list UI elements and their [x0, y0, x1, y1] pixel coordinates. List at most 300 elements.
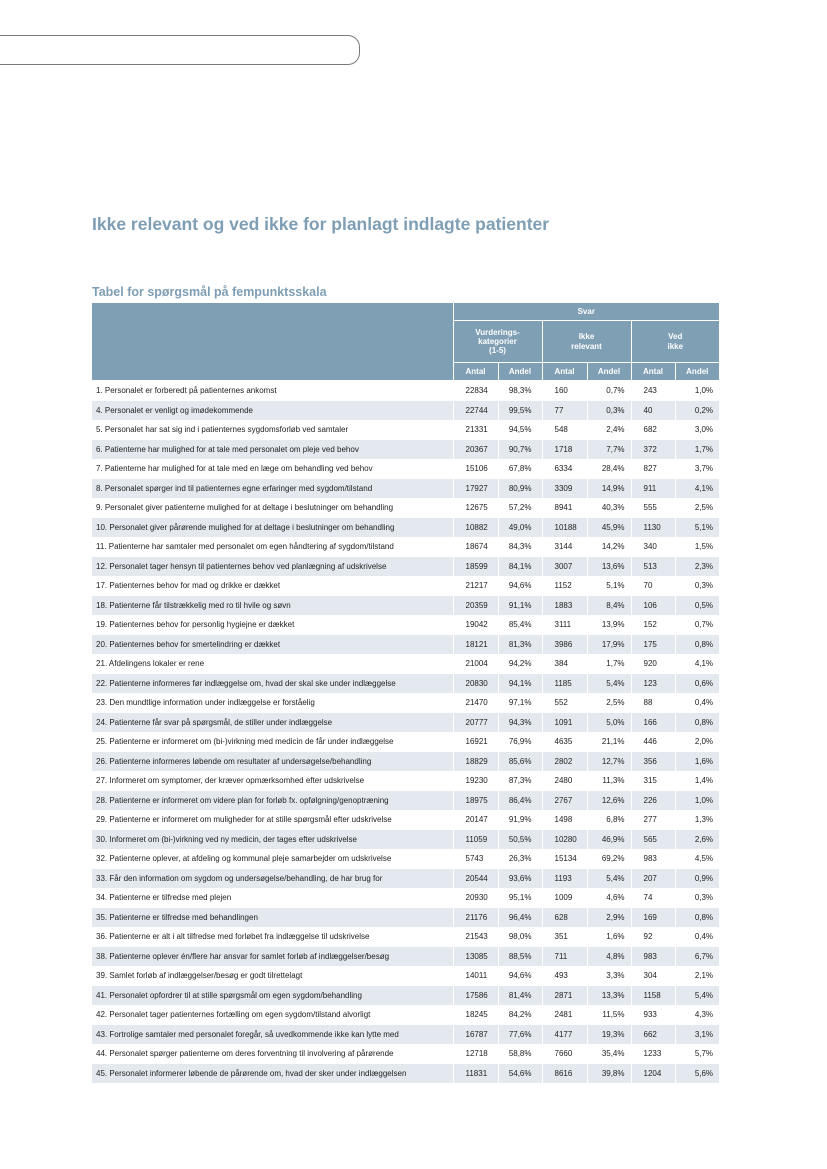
andel-vurdering-cell: 91,1%: [498, 596, 542, 616]
andel-ikke-relevant-cell: 3,3%: [587, 966, 631, 986]
andel-ved-ikke-cell: 1,4%: [675, 771, 719, 791]
andel-ved-ikke-cell: 3,7%: [675, 459, 719, 479]
antal-ikke-relevant-cell: 3111: [542, 615, 587, 635]
andel-ikke-relevant-cell: 4,6%: [587, 888, 631, 908]
table-row: [92, 479, 719, 499]
andel-ikke-relevant-cell: 12,6%: [587, 791, 631, 811]
andel-vurdering-cell: 94,2%: [498, 654, 542, 674]
antal-ikke-relevant-cell: 1718: [542, 440, 587, 460]
question-cell: 43. Fortrolige samtaler med personalet foregår, så uvedkommende ikke kan lytte med: [92, 1025, 453, 1045]
table-row: [92, 596, 719, 616]
page-title: Ikke relevant og ved ikke for planlagt indlagte patienter: [92, 214, 550, 234]
antal-vurdering-cell: 18121: [453, 635, 498, 655]
table-row: [92, 576, 719, 596]
antal-ikke-relevant-cell: 1185: [542, 674, 587, 694]
andel-vurdering-cell: 94,6%: [498, 576, 542, 596]
question-cell: 6. Patienterne har mulighed for at tale med personalet om pleje ved behov: [92, 440, 453, 460]
table-row: [92, 713, 719, 733]
andel-ikke-relevant-cell: 2,4%: [587, 420, 631, 440]
antal-vurdering-cell: 5743: [453, 849, 498, 869]
andel-ikke-relevant-cell: 11,3%: [587, 771, 631, 791]
question-cell: 21. Afdelingens lokaler er rene: [92, 654, 453, 674]
andel-ikke-relevant-cell: 19,3%: [587, 1025, 631, 1045]
antal-vurdering-cell: 20930: [453, 888, 498, 908]
antal-ved-ikke-cell: 304: [631, 966, 675, 986]
andel-ikke-relevant-cell: 46,9%: [587, 830, 631, 850]
antal-vurdering-cell: 21543: [453, 927, 498, 947]
andel-ved-ikke-cell: 1,0%: [675, 791, 719, 811]
antal-vurdering-cell: 21004: [453, 654, 498, 674]
question-cell: 38. Patienterne oplever én/flere har ansvar for samlet forløb af indlæggelser/besøg: [92, 947, 453, 967]
question-cell: 19. Patienternes behov for personlig hygiejne er dækket: [92, 615, 453, 635]
andel-ved-ikke-cell: 0,2%: [675, 401, 719, 421]
antal-vurdering-cell: 21331: [453, 420, 498, 440]
survey-table: [92, 303, 719, 1083]
table-row: [92, 927, 719, 947]
question-cell: 24. Patienterne får svar på spørgsmål, de stiller under indlæggelse: [92, 713, 453, 733]
antal-ikke-relevant-cell: 1009: [542, 888, 587, 908]
antal-ved-ikke-cell: 315: [631, 771, 675, 791]
andel-ved-ikke-cell: 0,8%: [675, 713, 719, 733]
table-row: [92, 888, 719, 908]
andel-ved-ikke-cell: 0,8%: [675, 908, 719, 928]
andel-ved-ikke-cell: 2,3%: [675, 557, 719, 577]
table-row: [92, 908, 719, 928]
question-cell: 26. Patienterne informeres løbende om resultater af undersøgelse/behandling: [92, 752, 453, 772]
question-cell: 28. Patienterne er informeret om videre plan for forløb fx. opfølgning/genoptræning: [92, 791, 453, 811]
antal-vurdering-cell: 19042: [453, 615, 498, 635]
table-row: [92, 732, 719, 752]
andel-vurdering-cell: 86,4%: [498, 791, 542, 811]
antal-ved-ikke-cell: 207: [631, 869, 675, 889]
table-row: [92, 771, 719, 791]
antal-vurdering-cell: 19230: [453, 771, 498, 791]
table-row: [92, 498, 719, 518]
andel-ved-ikke-cell: 2,0%: [675, 732, 719, 752]
andel-vurdering-cell: 50,5%: [498, 830, 542, 850]
andel-vurdering-cell: 88,5%: [498, 947, 542, 967]
question-header-blank: [92, 303, 453, 381]
andel-vurdering-cell: 77,6%: [498, 1025, 542, 1045]
antal-ikke-relevant-cell: 77: [542, 401, 587, 421]
antal-ikke-relevant-cell: 1193: [542, 869, 587, 889]
group-header-ikke-relevant: Ikke relevant: [542, 321, 631, 363]
subheader-andel: Andel: [498, 363, 542, 381]
svar-header: Svar: [453, 303, 719, 321]
antal-ikke-relevant-cell: 351: [542, 927, 587, 947]
andel-vurdering-cell: 54,6%: [498, 1064, 542, 1084]
question-cell: 35. Patienterne er tilfredse med behandlingen: [92, 908, 453, 928]
antal-ikke-relevant-cell: 711: [542, 947, 587, 967]
antal-ikke-relevant-cell: 2480: [542, 771, 587, 791]
table-row: [92, 674, 719, 694]
antal-vurdering-cell: 21217: [453, 576, 498, 596]
antal-ved-ikke-cell: 74: [631, 888, 675, 908]
question-cell: 41. Personalet opfordrer til at stille spørgsmål om egen sygdom/behandling: [92, 986, 453, 1006]
andel-vurdering-cell: 84,2%: [498, 1005, 542, 1025]
andel-ikke-relevant-cell: 6,8%: [587, 810, 631, 830]
subheader-andel: Andel: [587, 363, 631, 381]
andel-ved-ikke-cell: 1,3%: [675, 810, 719, 830]
antal-ved-ikke-cell: 983: [631, 947, 675, 967]
andel-vurdering-cell: 90,7%: [498, 440, 542, 460]
antal-vurdering-cell: 12718: [453, 1044, 498, 1064]
andel-vurdering-cell: 93,6%: [498, 869, 542, 889]
question-cell: 7. Patienterne har mulighed for at tale med en læge om behandling ved behov: [92, 459, 453, 479]
table-row: [92, 810, 719, 830]
question-cell: 33. Får den information om sygdom og undersøgelse/behandling, de har brug for: [92, 869, 453, 889]
andel-vurdering-cell: 99,5%: [498, 401, 542, 421]
antal-ikke-relevant-cell: 628: [542, 908, 587, 928]
antal-ved-ikke-cell: 92: [631, 927, 675, 947]
andel-vurdering-cell: 98,0%: [498, 927, 542, 947]
andel-ikke-relevant-cell: 1,6%: [587, 927, 631, 947]
andel-ikke-relevant-cell: 4,8%: [587, 947, 631, 967]
antal-vurdering-cell: 16921: [453, 732, 498, 752]
andel-ikke-relevant-cell: 21,1%: [587, 732, 631, 752]
question-cell: 36. Patienterne er alt i alt tilfredse med forløbet fra indlæggelse til udskrivelse: [92, 927, 453, 947]
antal-vurdering-cell: 18599: [453, 557, 498, 577]
antal-ikke-relevant-cell: 8616: [542, 1064, 587, 1084]
andel-ikke-relevant-cell: 45,9%: [587, 518, 631, 538]
table-row: [92, 381, 719, 401]
andel-ved-ikke-cell: 1,6%: [675, 752, 719, 772]
table-row: [92, 791, 719, 811]
andel-ikke-relevant-cell: 1,7%: [587, 654, 631, 674]
table-body: [92, 381, 719, 1084]
antal-vurdering-cell: 12675: [453, 498, 498, 518]
andel-ved-ikke-cell: 5,1%: [675, 518, 719, 538]
subheader-antal: Antal: [453, 363, 498, 381]
andel-ved-ikke-cell: 1,7%: [675, 440, 719, 460]
antal-ikke-relevant-cell: 3144: [542, 537, 587, 557]
antal-vurdering-cell: 20147: [453, 810, 498, 830]
andel-vurdering-cell: 98,3%: [498, 381, 542, 401]
question-cell: 27. Informeret om symptomer, der kræver opmærksomhed efter udskrivelse: [92, 771, 453, 791]
table-row: [92, 654, 719, 674]
table-row: [92, 986, 719, 1006]
andel-ved-ikke-cell: 1,5%: [675, 537, 719, 557]
andel-ikke-relevant-cell: 69,2%: [587, 849, 631, 869]
andel-ikke-relevant-cell: 14,9%: [587, 479, 631, 499]
andel-vurdering-cell: 58,8%: [498, 1044, 542, 1064]
table-row: [92, 1044, 719, 1064]
antal-ved-ikke-cell: 513: [631, 557, 675, 577]
andel-ved-ikke-cell: 6,7%: [675, 947, 719, 967]
antal-vurdering-cell: 22834: [453, 381, 498, 401]
antal-ved-ikke-cell: 88: [631, 693, 675, 713]
question-cell: 29. Patienterne er informeret om muligheder for at stille spørgsmål efter udskrivelse: [92, 810, 453, 830]
question-cell: 10. Personalet giver pårørende mulighed for at deltage i beslutninger om behandling: [92, 518, 453, 538]
antal-vurdering-cell: 14011: [453, 966, 498, 986]
antal-ved-ikke-cell: 175: [631, 635, 675, 655]
table-row: [92, 849, 719, 869]
andel-ved-ikke-cell: 0,4%: [675, 927, 719, 947]
andel-ikke-relevant-cell: 2,5%: [587, 693, 631, 713]
question-cell: 20. Patienternes behov for smertelindring er dækket: [92, 635, 453, 655]
question-cell: 9. Personalet giver patienterne mulighed for at deltage i beslutninger om behandling: [92, 498, 453, 518]
table-row: [92, 966, 719, 986]
question-cell: 22. Patienterne informeres før indlæggelse om, hvad der skal ske under indlæggelse: [92, 674, 453, 694]
andel-ved-ikke-cell: 0,6%: [675, 674, 719, 694]
antal-ikke-relevant-cell: 3309: [542, 479, 587, 499]
andel-ikke-relevant-cell: 5,4%: [587, 674, 631, 694]
andel-ikke-relevant-cell: 5,0%: [587, 713, 631, 733]
antal-ikke-relevant-cell: 6334: [542, 459, 587, 479]
question-cell: 5. Personalet har sat sig ind i patienternes sygdomsforløb ved samtaler: [92, 420, 453, 440]
question-cell: 45. Personalet informerer løbende de pårørende om, hvad der sker under indlæggelsen: [92, 1064, 453, 1084]
andel-vurdering-cell: 84,1%: [498, 557, 542, 577]
andel-ikke-relevant-cell: 0,7%: [587, 381, 631, 401]
andel-ved-ikke-cell: 5,7%: [675, 1044, 719, 1064]
table-row: [92, 947, 719, 967]
andel-vurdering-cell: 81,4%: [498, 986, 542, 1006]
table-row: [92, 635, 719, 655]
andel-ved-ikke-cell: 0,8%: [675, 635, 719, 655]
antal-ikke-relevant-cell: 2481: [542, 1005, 587, 1025]
antal-ved-ikke-cell: 920: [631, 654, 675, 674]
antal-vurdering-cell: 11831: [453, 1064, 498, 1084]
subheader-andel: Andel: [675, 363, 719, 381]
table-row: [92, 459, 719, 479]
antal-ved-ikke-cell: 1130: [631, 518, 675, 538]
table-row: [92, 557, 719, 577]
andel-ved-ikke-cell: 0,4%: [675, 693, 719, 713]
andel-vurdering-cell: 57,2%: [498, 498, 542, 518]
andel-ved-ikke-cell: 0,3%: [675, 576, 719, 596]
antal-ikke-relevant-cell: 493: [542, 966, 587, 986]
antal-ved-ikke-cell: 565: [631, 830, 675, 850]
antal-ikke-relevant-cell: 1152: [542, 576, 587, 596]
antal-ikke-relevant-cell: 1883: [542, 596, 587, 616]
andel-ikke-relevant-cell: 0,3%: [587, 401, 631, 421]
antal-vurdering-cell: 10882: [453, 518, 498, 538]
andel-ikke-relevant-cell: 14,2%: [587, 537, 631, 557]
andel-vurdering-cell: 84,3%: [498, 537, 542, 557]
andel-vurdering-cell: 94,1%: [498, 674, 542, 694]
antal-ikke-relevant-cell: 4635: [542, 732, 587, 752]
andel-vurdering-cell: 85,4%: [498, 615, 542, 635]
andel-ved-ikke-cell: 5,4%: [675, 986, 719, 1006]
andel-vurdering-cell: 67,8%: [498, 459, 542, 479]
antal-vurdering-cell: 17927: [453, 479, 498, 499]
andel-ved-ikke-cell: 0,3%: [675, 888, 719, 908]
antal-ikke-relevant-cell: 2767: [542, 791, 587, 811]
antal-ved-ikke-cell: 555: [631, 498, 675, 518]
andel-ved-ikke-cell: 2,1%: [675, 966, 719, 986]
antal-vurdering-cell: 21176: [453, 908, 498, 928]
andel-ikke-relevant-cell: 13,3%: [587, 986, 631, 1006]
andel-vurdering-cell: 81,3%: [498, 635, 542, 655]
andel-vurdering-cell: 96,4%: [498, 908, 542, 928]
andel-ikke-relevant-cell: 13,9%: [587, 615, 631, 635]
group-header-ved-ikke: Ved ikke: [631, 321, 719, 363]
antal-ikke-relevant-cell: 2802: [542, 752, 587, 772]
question-cell: 39. Samlet forløb af indlæggelser/besøg er godt tilrettelagt: [92, 966, 453, 986]
question-cell: 17. Patienternes behov for mad og drikke er dækket: [92, 576, 453, 596]
antal-ved-ikke-cell: 682: [631, 420, 675, 440]
antal-ikke-relevant-cell: 548: [542, 420, 587, 440]
antal-vurdering-cell: 13085: [453, 947, 498, 967]
andel-ved-ikke-cell: 4,1%: [675, 654, 719, 674]
question-cell: 32. Patienterne oplever, at afdeling og kommunal pleje samarbejder om udskrivelse: [92, 849, 453, 869]
group-header-vurderingskategorier: Vurderings- kategorier (1-5): [453, 321, 542, 363]
antal-ved-ikke-cell: 70: [631, 576, 675, 596]
andel-ved-ikke-cell: 1,0%: [675, 381, 719, 401]
andel-ved-ikke-cell: 2,6%: [675, 830, 719, 850]
antal-ved-ikke-cell: 1204: [631, 1064, 675, 1084]
table-row: [92, 518, 719, 538]
antal-ikke-relevant-cell: 1498: [542, 810, 587, 830]
antal-vurdering-cell: 20367: [453, 440, 498, 460]
question-cell: 30. Informeret om (bi-)virkning ved ny medicin, der tages efter udskrivelse: [92, 830, 453, 850]
antal-ved-ikke-cell: 1233: [631, 1044, 675, 1064]
antal-vurdering-cell: 18829: [453, 752, 498, 772]
antal-ikke-relevant-cell: 552: [542, 693, 587, 713]
question-cell: 1. Personalet er forberedt på patienternes ankomst: [92, 381, 453, 401]
antal-vurdering-cell: 18975: [453, 791, 498, 811]
andel-vurdering-cell: 80,9%: [498, 479, 542, 499]
antal-ved-ikke-cell: 277: [631, 810, 675, 830]
table-row: [92, 752, 719, 772]
andel-ved-ikke-cell: 0,9%: [675, 869, 719, 889]
andel-ikke-relevant-cell: 17,9%: [587, 635, 631, 655]
antal-ved-ikke-cell: 152: [631, 615, 675, 635]
andel-ikke-relevant-cell: 12,7%: [587, 752, 631, 772]
andel-ved-ikke-cell: 4,3%: [675, 1005, 719, 1025]
andel-vurdering-cell: 49,0%: [498, 518, 542, 538]
andel-ved-ikke-cell: 0,5%: [675, 596, 719, 616]
question-cell: 44. Personalet spørger patienterne om deres forventning til involvering af pårørende: [92, 1044, 453, 1064]
andel-vurdering-cell: 91,9%: [498, 810, 542, 830]
subheader-antal: Antal: [542, 363, 587, 381]
antal-ikke-relevant-cell: 3007: [542, 557, 587, 577]
andel-vurdering-cell: 94,5%: [498, 420, 542, 440]
andel-ikke-relevant-cell: 7,7%: [587, 440, 631, 460]
question-cell: 23. Den mundtlige information under indlæggelse er forståelig: [92, 693, 453, 713]
andel-vurdering-cell: 87,3%: [498, 771, 542, 791]
antal-vurdering-cell: 20777: [453, 713, 498, 733]
andel-ved-ikke-cell: 3,1%: [675, 1025, 719, 1045]
antal-ved-ikke-cell: 106: [631, 596, 675, 616]
antal-ikke-relevant-cell: 160: [542, 381, 587, 401]
andel-ikke-relevant-cell: 28,4%: [587, 459, 631, 479]
antal-vurdering-cell: 22744: [453, 401, 498, 421]
question-cell: 42. Personalet tager patienternes fortælling om egen sygdom/tilstand alvorligt: [92, 1005, 453, 1025]
antal-ved-ikke-cell: 446: [631, 732, 675, 752]
antal-ved-ikke-cell: 933: [631, 1005, 675, 1025]
antal-vurdering-cell: 18245: [453, 1005, 498, 1025]
andel-ikke-relevant-cell: 40,3%: [587, 498, 631, 518]
andel-ikke-relevant-cell: 8,4%: [587, 596, 631, 616]
antal-vurdering-cell: 15106: [453, 459, 498, 479]
table-row: [92, 420, 719, 440]
table-title: Tabel for spørgsmål på fempunktsskala: [92, 285, 327, 299]
question-cell: 12. Personalet tager hensyn til patienternes behov ved planlægning af udskrivelse: [92, 557, 453, 577]
antal-ikke-relevant-cell: 4177: [542, 1025, 587, 1045]
question-cell: 25. Patienterne er informeret om (bi-)virkning med medicin de får under indlæggelse: [92, 732, 453, 752]
antal-ikke-relevant-cell: 8941: [542, 498, 587, 518]
antal-vurdering-cell: 20830: [453, 674, 498, 694]
antal-vurdering-cell: 20359: [453, 596, 498, 616]
andel-vurdering-cell: 94,6%: [498, 966, 542, 986]
andel-ved-ikke-cell: 0,7%: [675, 615, 719, 635]
antal-vurdering-cell: 21470: [453, 693, 498, 713]
andel-ved-ikke-cell: 4,5%: [675, 849, 719, 869]
antal-ved-ikke-cell: 340: [631, 537, 675, 557]
andel-ikke-relevant-cell: 2,9%: [587, 908, 631, 928]
antal-vurdering-cell: 17586: [453, 986, 498, 1006]
antal-vurdering-cell: 20544: [453, 869, 498, 889]
table-row: [92, 537, 719, 557]
andel-ikke-relevant-cell: 11,5%: [587, 1005, 631, 1025]
subheader-antal: Antal: [631, 363, 675, 381]
antal-ved-ikke-cell: 123: [631, 674, 675, 694]
andel-ved-ikke-cell: 2,5%: [675, 498, 719, 518]
andel-vurdering-cell: 26,3%: [498, 849, 542, 869]
question-cell: 11. Patienterne har samtaler med personalet om egen håndtering af sygdom/tilstand: [92, 537, 453, 557]
antal-ved-ikke-cell: 983: [631, 849, 675, 869]
andel-ved-ikke-cell: 5,6%: [675, 1064, 719, 1084]
antal-ikke-relevant-cell: 2871: [542, 986, 587, 1006]
andel-ved-ikke-cell: 3,0%: [675, 420, 719, 440]
andel-ikke-relevant-cell: 13,6%: [587, 557, 631, 577]
table-row: [92, 440, 719, 460]
table-row: [92, 401, 719, 421]
antal-ikke-relevant-cell: 1091: [542, 713, 587, 733]
andel-ikke-relevant-cell: 39,8%: [587, 1064, 631, 1084]
antal-ikke-relevant-cell: 3986: [542, 635, 587, 655]
table-row: [92, 1005, 719, 1025]
table-row: [92, 830, 719, 850]
question-cell: 4. Personalet er venligt og imødekommende: [92, 401, 453, 421]
andel-vurdering-cell: 95,1%: [498, 888, 542, 908]
question-cell: 8. Personalet spørger ind til patienternes egne erfaringer med sygdom/tilstand: [92, 479, 453, 499]
question-cell: 34. Patienterne er tilfredse med plejen: [92, 888, 453, 908]
antal-ikke-relevant-cell: 384: [542, 654, 587, 674]
table-row: [92, 869, 719, 889]
antal-vurdering-cell: 16787: [453, 1025, 498, 1045]
antal-vurdering-cell: 11059: [453, 830, 498, 850]
andel-vurdering-cell: 85,6%: [498, 752, 542, 772]
antal-ikke-relevant-cell: 10280: [542, 830, 587, 850]
antal-ved-ikke-cell: 372: [631, 440, 675, 460]
table-row: [92, 693, 719, 713]
question-cell: 18. Patienterne får tilstrækkelig med ro til hvile og søvn: [92, 596, 453, 616]
andel-ikke-relevant-cell: 5,4%: [587, 869, 631, 889]
antal-ved-ikke-cell: 243: [631, 381, 675, 401]
antal-vurdering-cell: 18674: [453, 537, 498, 557]
antal-ved-ikke-cell: 827: [631, 459, 675, 479]
antal-ved-ikke-cell: 226: [631, 791, 675, 811]
andel-ved-ikke-cell: 4,1%: [675, 479, 719, 499]
antal-ikke-relevant-cell: 15134: [542, 849, 587, 869]
antal-ved-ikke-cell: 1158: [631, 986, 675, 1006]
andel-vurdering-cell: 94,3%: [498, 713, 542, 733]
table-row: [92, 1064, 719, 1084]
header-tab-shape: [0, 35, 360, 65]
table-row: [92, 615, 719, 635]
antal-ved-ikke-cell: 169: [631, 908, 675, 928]
antal-ved-ikke-cell: 356: [631, 752, 675, 772]
andel-vurdering-cell: 76,9%: [498, 732, 542, 752]
antal-ved-ikke-cell: 166: [631, 713, 675, 733]
andel-vurdering-cell: 97,1%: [498, 693, 542, 713]
antal-ikke-relevant-cell: 10188: [542, 518, 587, 538]
antal-ved-ikke-cell: 662: [631, 1025, 675, 1045]
antal-ved-ikke-cell: 40: [631, 401, 675, 421]
andel-ikke-relevant-cell: 35,4%: [587, 1044, 631, 1064]
